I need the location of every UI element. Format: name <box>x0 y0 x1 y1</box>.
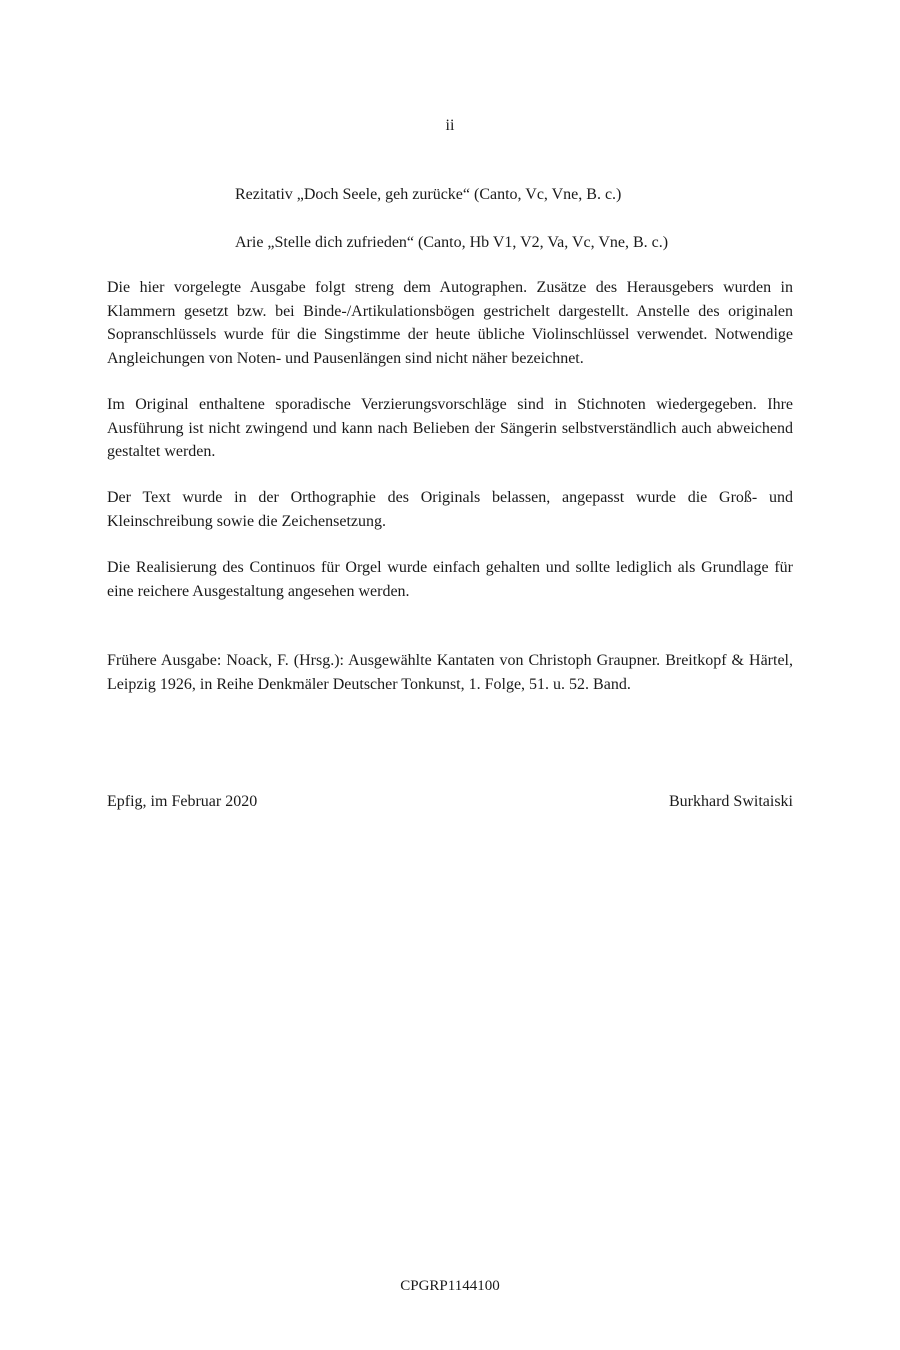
paragraph-orthography: Der Text wurde in der Orthographie des Originals belassen, angepasst wurde die Groß- und Kleinschreibung sowie die Zeichensetzung. <box>107 489 793 530</box>
signature-place-date: Epfig, im Februar 2020 <box>107 793 258 810</box>
catalog-number: CPGRP1144100 <box>400 1278 500 1294</box>
paragraph-edition-notes: Die hier vorgelegte Ausgabe folgt streng dem Autographen. Zusätze des Herausgebers wurden in Klammern gesetzt bzw. bei Binde-/Artikulationsbögen gestrichelt dargestellt. Anstelle des originalen Sopranschlüssels wurde für die Singstimme der heute übliche Violinschlüssel verwendet. Notwendige Angleichungen von Noten- und Pausenlängen sind nicht näher bezeichnet. <box>107 279 793 367</box>
paragraph-earlier-edition: Frühere Ausgabe: Noack, F. (Hrsg.): Ausgewählte Kantaten von Christoph Graupner. Breitkopf & Härtel, Leipzig 1926, in Reihe Denkmäler Deutscher Tonkunst, 1. Folge, 51. u. 52. Band. <box>107 652 793 693</box>
signature-author: Burkhard Switaiski <box>669 793 793 810</box>
movement-aria: Arie „Stelle dich zufrieden“ (Canto, Hb V1, V2, Va, Vc, Vne, B. c.) <box>235 234 669 251</box>
paragraph-ornamentation: Im Original enthaltene sporadische Verzierungsvorschläge sind in Stichnoten wiedergegeben. Ihre Ausführung ist nicht zwingend und kann nach Belieben der Sängerin selbstverständlich auch abweichend gestaltet werden. <box>107 396 793 460</box>
movement-recitative: Rezitativ „Doch Seele, geh zurücke“ (Canto, Vc, Vne, B. c.) <box>235 186 622 203</box>
page-number: ii <box>445 117 455 134</box>
paragraph-continuo: Die Realisierung des Continuos für Orgel wurde einfach gehalten und sollte lediglich als Grundlage für eine reichere Ausgestaltung angesehen werden. <box>107 559 793 600</box>
